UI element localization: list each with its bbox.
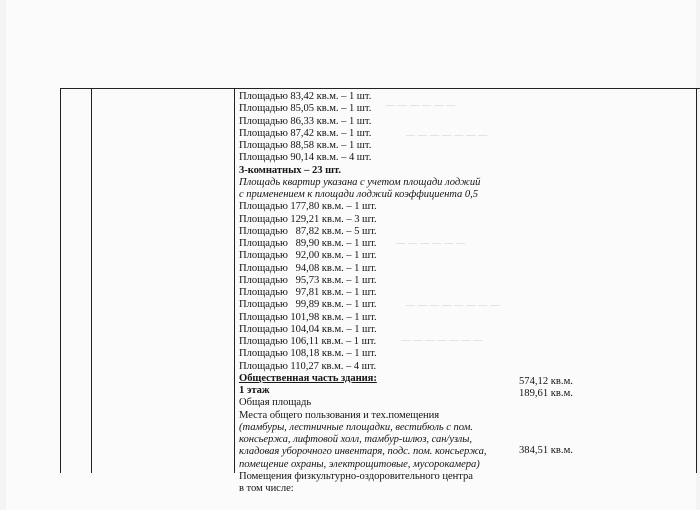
total-area-label: Общая площадь xyxy=(239,397,312,409)
area-line: Площадью 88,58 кв.м. – 1 шт. xyxy=(239,140,372,151)
area-line: Площадью 95,73 кв.м. – 1 шт. xyxy=(239,274,377,286)
note-line: с применением к площади лоджий коэффициента 0,5 xyxy=(239,189,478,200)
area-line: Площадью 92,00 кв.м. – 1 шт. xyxy=(239,250,377,262)
note-line: кладовая уборочного инвентаря, подс. пом. консьержа, xyxy=(239,446,487,458)
table-right-border xyxy=(696,88,697,473)
area-line: Площадью 89,90 кв.м. – 1 шт. xyxy=(239,238,377,249)
section-heading: 3-комнатных – 23 шт. xyxy=(239,164,341,176)
common-area-value: 189,61 кв.м. xyxy=(519,388,573,399)
note-line: Площадь квартир указана с учетом площади лоджий xyxy=(239,176,481,188)
area-line: Площадью 177,80 кв.м. – 1 шт. xyxy=(239,201,377,213)
area-line: Площадью 129,21 кв.м. – 3 шт. xyxy=(239,213,377,225)
note-line: консьержа, лифтовой холл, тамбур-шлюз, сан/узлы, xyxy=(239,434,472,445)
table-column-divider xyxy=(91,88,92,473)
table-left-border xyxy=(60,88,61,473)
area-line: Площадью 94,08 кв.м. – 1 шт. xyxy=(239,262,377,274)
area-line: Площадью 90,14 кв.м. – 4 шт. xyxy=(239,152,372,164)
section-heading: Общественная часть здания: xyxy=(239,372,377,384)
area-line: Площадью 97,81 кв.м. – 1 шт. xyxy=(239,287,377,298)
area-line: Площадью 87,82 кв.м. – 5 шт. xyxy=(239,225,377,237)
floor-heading: 1 этаж xyxy=(239,385,270,396)
bleed-through-mark: — — — — — — — xyxy=(401,335,483,345)
area-line: Площадью 87,42 кв.м. – 1 шт. xyxy=(239,127,372,139)
total-area-value: 574,12 кв.м. xyxy=(519,376,573,387)
area-line: Площадью 110,27 кв.м. – 4 шт. xyxy=(239,360,377,372)
table-column-divider xyxy=(234,88,235,473)
bleed-through-mark: — — — — — — xyxy=(396,238,466,248)
area-line: Площадью 85,05 кв.м. – 1 шт. xyxy=(239,103,372,115)
area-line: Площадью 83,42 кв.м. – 1 шт. xyxy=(239,91,372,102)
bleed-through-mark: — — — — — — — — xyxy=(406,300,500,310)
area-line: Площадью 86,33 кв.м. – 1 шт. xyxy=(239,115,372,127)
common-area-label: Места общего пользования и тех.помещения xyxy=(239,409,440,421)
area-line: Площадью 101,98 кв.м. – 1 шт. xyxy=(239,311,377,323)
bleed-through-mark: — — — — — — xyxy=(386,100,456,110)
table-content xyxy=(239,91,579,495)
note-line: помещение охраны, электрощитовые, мусорокамера) xyxy=(239,458,480,470)
area-line: Площадью 99,89 кв.м. – 1 шт. xyxy=(239,299,377,311)
table-top-border xyxy=(60,88,700,89)
area-line: Площадью 104,04 кв.м. – 1 шт. xyxy=(239,323,377,335)
fitness-area-label: Помещения физкультурно-оздоровительного центра xyxy=(239,470,473,482)
note-line: (тамбуры, лестничные площадки, вестибюль с пом. xyxy=(239,421,473,433)
area-line: Площадью 108,18 кв.м. – 1 шт. xyxy=(239,348,377,360)
fitness-area-value: 384,51 кв.м. xyxy=(519,445,573,456)
scanned-page xyxy=(6,0,696,510)
bleed-through-mark: — — — — — — — xyxy=(406,130,488,140)
including-label: в том числе: xyxy=(239,483,294,494)
area-line: Площадью 106,11 кв.м. – 1 шт. xyxy=(239,336,377,347)
